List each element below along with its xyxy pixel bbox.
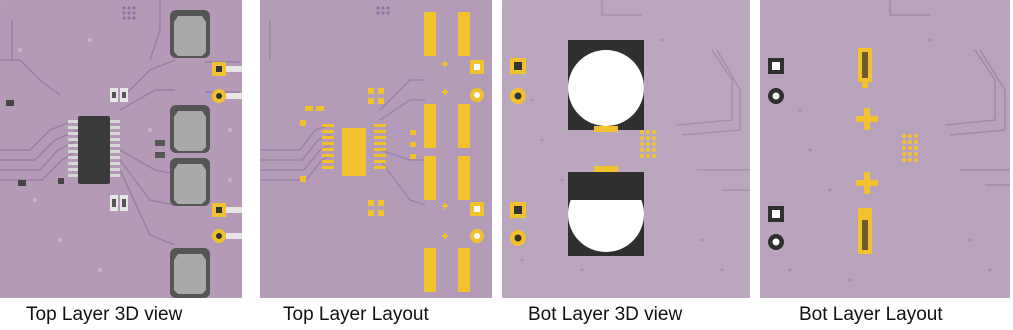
bot-layer-3d-view-image xyxy=(502,0,750,298)
caption-top-layer-layout: Top Layer Layout xyxy=(283,304,429,325)
top-layer-3d-view-image xyxy=(0,0,242,298)
top-layer-layout-image xyxy=(260,0,492,298)
caption-top-layer-3d-view: Top Layer 3D view xyxy=(26,304,183,325)
bot-layer-layout-image xyxy=(760,0,1010,298)
caption-bot-layer-layout: Bot Layer Layout xyxy=(799,304,943,325)
caption-bot-layer-3d-view: Bot Layer 3D view xyxy=(528,304,683,325)
